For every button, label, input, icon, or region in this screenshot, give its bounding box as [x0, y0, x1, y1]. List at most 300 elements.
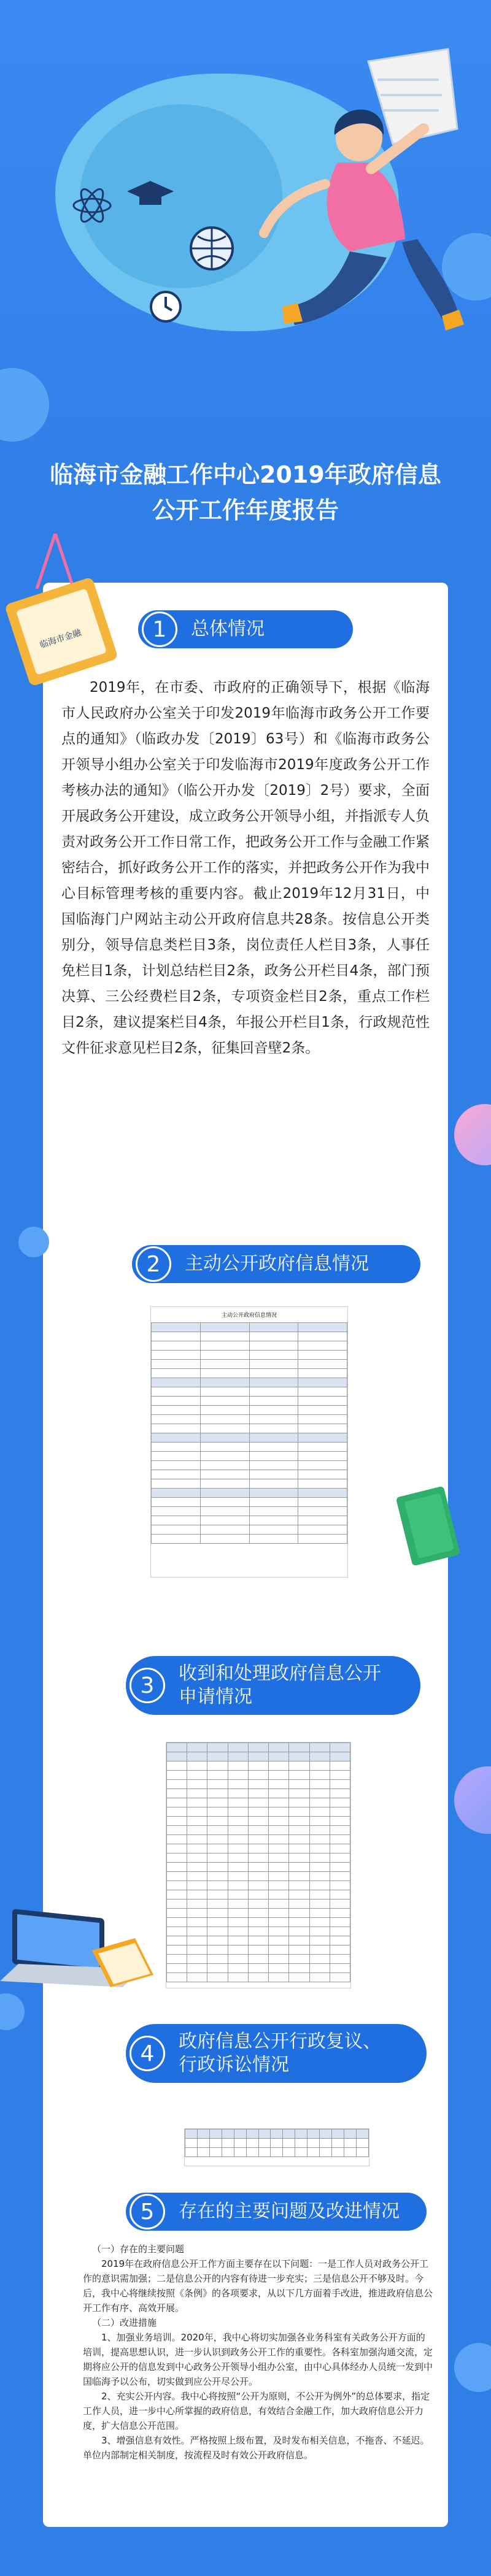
table-cell	[152, 1378, 201, 1387]
table-cell	[228, 1881, 248, 1890]
table-cell	[248, 1927, 268, 1936]
table-cell	[309, 1771, 330, 1780]
section-number: 5	[130, 2194, 165, 2229]
table-cell	[248, 1973, 268, 1982]
table-cell	[246, 2139, 258, 2148]
table-cell	[309, 1789, 330, 1798]
table-cell	[185, 2129, 198, 2139]
table-cell	[167, 1863, 187, 1872]
table-cell	[249, 1369, 298, 1378]
table-cell	[289, 1798, 309, 1807]
table-row	[167, 1973, 350, 1982]
table-cell	[298, 1535, 347, 1544]
table-cell	[330, 1881, 350, 1890]
table-cell	[289, 1761, 309, 1771]
table-cell	[269, 1973, 289, 1982]
table-cell	[298, 1415, 347, 1424]
table-cell	[269, 1899, 289, 1909]
table-cell	[289, 1927, 309, 1936]
table-cell	[269, 1789, 289, 1798]
table-cell	[228, 1955, 248, 1964]
table-cell	[330, 1909, 350, 1918]
svg-text:临海市金融: 临海市金融	[38, 627, 83, 651]
table-cell	[209, 2139, 222, 2148]
table-cell	[187, 1761, 207, 1771]
table-cell	[320, 2139, 332, 2148]
table-cell	[330, 1844, 350, 1853]
table-cell	[248, 1743, 268, 1752]
table-row	[167, 1936, 350, 1945]
table-cell	[234, 2139, 246, 2148]
table-cell	[228, 1863, 248, 1872]
table-cell	[283, 2139, 295, 2148]
table-cell	[228, 1826, 248, 1835]
table-cell	[269, 1771, 289, 1780]
table-cell	[289, 1909, 309, 1918]
atom-icon	[71, 184, 114, 227]
table-cell	[207, 1817, 228, 1826]
table-cell	[222, 2148, 234, 2157]
table-cell	[249, 1433, 298, 1443]
table-cell	[330, 1835, 350, 1844]
table-cell	[271, 2148, 283, 2157]
table-cell	[248, 1890, 268, 1899]
table-row	[167, 1743, 350, 1752]
table-row	[185, 2129, 369, 2139]
table-cell	[228, 1964, 248, 1973]
section-2-header	[132, 1245, 420, 1283]
table-cell	[152, 1489, 201, 1498]
table-cell	[269, 1743, 289, 1752]
table-cell	[167, 1835, 187, 1844]
table-cell	[222, 2139, 234, 2148]
table-cell	[309, 1973, 330, 1982]
table-cell	[228, 1844, 248, 1853]
table-cell	[298, 1507, 347, 1516]
review-litigation-table	[184, 2128, 369, 2166]
table-cell	[152, 1415, 201, 1424]
table-cell	[298, 1452, 347, 1461]
problems-paragraph-3: 2、充实公开内容。我中心将按照“公开为原则，不公开为例外”的总体要求，指定工作人员，进一步中心所掌握的政府信息，有效结合金融工作，加大政府信息公开力度，扩大信息公开范围。	[83, 2391, 430, 2431]
table-cell	[330, 1780, 350, 1789]
table-cell	[167, 1890, 187, 1899]
table-cell	[248, 1798, 268, 1807]
table-cell	[207, 1780, 228, 1789]
table-cell	[344, 2148, 356, 2157]
table-row	[167, 1798, 350, 1807]
table-cell	[320, 2129, 332, 2139]
table-cell	[200, 1452, 249, 1461]
table-cell	[228, 1835, 248, 1844]
table-row	[167, 1752, 350, 1761]
table-cell	[152, 1406, 201, 1415]
problems-paragraph-2: 1、加强业务培训。2020年，我中心将切实加强各业务科室有关政务公开方面的培训，提高思想认识，进一步认识到政务公开工作的重要性。各科室加强沟通交流，定期将应公开的信息发到中心政务公开领导小组办公室，由中心具体经办人员统一发到中国临海予以公布，切实做到应公开尽公开。	[83, 2332, 433, 2387]
table-cell	[330, 1936, 350, 1945]
laptop-illustration	[0, 1889, 160, 2012]
table-cell	[200, 1507, 249, 1516]
table-cell	[298, 1406, 347, 1415]
table-cell	[200, 1489, 249, 1498]
table-cell	[289, 1826, 309, 1835]
table-cell	[330, 1973, 350, 1982]
table-cell	[330, 1964, 350, 1973]
table-row	[167, 1881, 350, 1890]
table-cell	[249, 1489, 298, 1498]
section-3-header	[126, 1656, 420, 1715]
table-cell	[332, 2129, 344, 2139]
table-cell	[167, 1945, 187, 1955]
table-cell	[207, 1881, 228, 1890]
table-cell	[228, 1780, 248, 1789]
table-cell	[207, 1853, 228, 1863]
table-cell	[289, 1945, 309, 1955]
table-cell	[289, 1807, 309, 1817]
table-row	[167, 1807, 350, 1817]
table-row	[152, 1433, 347, 1443]
table-cell	[307, 2148, 320, 2157]
table-row	[152, 1341, 347, 1351]
table-cell	[269, 1909, 289, 1918]
table-cell	[187, 1899, 207, 1909]
table-cell	[289, 1853, 309, 1863]
table-cell	[298, 1397, 347, 1406]
table-cell	[207, 1899, 228, 1909]
table-row	[152, 1415, 347, 1424]
table-cell	[309, 1881, 330, 1890]
table-cell	[309, 1927, 330, 1936]
table-row	[152, 1397, 347, 1406]
table-cell	[207, 1863, 228, 1872]
table-cell	[269, 1835, 289, 1844]
table-cell	[307, 2139, 320, 2148]
table-cell	[269, 1955, 289, 1964]
table-cell	[289, 1752, 309, 1761]
table-cell	[248, 1899, 268, 1909]
table-cell	[167, 1789, 187, 1798]
table-cell	[187, 1881, 207, 1890]
table-cell	[283, 2148, 295, 2157]
clock-icon	[147, 288, 184, 325]
table-cell	[249, 1424, 298, 1433]
table-cell	[298, 1470, 347, 1479]
table-cell	[298, 1424, 347, 1433]
table-cell	[152, 1351, 201, 1360]
table-cell	[269, 1761, 289, 1771]
book-icon	[393, 1484, 466, 1570]
table-cell	[269, 1853, 289, 1863]
table-caption: 主动公开政府信息情况	[221, 1313, 277, 1319]
table-cell	[309, 1835, 330, 1844]
table-cell	[167, 1817, 187, 1826]
table-cell	[200, 1415, 249, 1424]
table-cell	[207, 1835, 228, 1844]
table-row	[167, 1863, 350, 1872]
table-cell	[228, 1761, 248, 1771]
table-cell	[187, 1752, 207, 1761]
table-row	[152, 1516, 347, 1525]
table-cell	[197, 2148, 209, 2157]
table-cell	[295, 2139, 307, 2148]
table-cell	[330, 1918, 350, 1927]
table-cell	[298, 1489, 347, 1498]
table-cell	[228, 1743, 248, 1752]
table-row	[152, 1360, 347, 1369]
table-row	[152, 1387, 347, 1397]
table-cell	[167, 1881, 187, 1890]
table-cell	[200, 1516, 249, 1525]
table-cell	[269, 1798, 289, 1807]
table-cell	[187, 1835, 207, 1844]
table-row	[152, 1498, 347, 1507]
table-cell	[309, 1918, 330, 1927]
table-cell	[200, 1433, 249, 1443]
table-cell	[289, 1780, 309, 1789]
table-cell	[258, 2139, 271, 2148]
table-cell	[248, 1872, 268, 1881]
section-5-header	[126, 2193, 427, 2231]
table-cell	[167, 1798, 187, 1807]
table-cell	[289, 1973, 309, 1982]
table-cell	[330, 1752, 350, 1761]
table-row	[167, 1890, 350, 1899]
table-cell	[200, 1323, 249, 1332]
table-row	[152, 1378, 347, 1387]
overview-paragraph: 2019年，在市委、市政府的正确领导下，根据《临海市人民政府办公室关于印发2019年临海市政务公开工作要点的通知》（临政办发〔2019〕63号）和《临海市政务公开领导小组办公室关于印发临海市2019年度政务公开工作考核办法的通知》（临公开办发〔2019〕2号）要求，全面开展政务公开建设，成立政务公开领导小组，并指派专人负责对政务公开工作日常工作，把政务公开工作与金融工作紧密结合，抓好政务公开工作的落实，并把政务公开作为我中心目标管理考核的重要内容。截止2019年12月31日，中国临海门户网站主动公开政府信息共28条。按信息公开类别分，领导信息类栏目3条，岗位责任人栏目3条，人事任免栏目1条，计划总结栏目2条，政务公开栏目4条，部门预决算、三公经费栏目2条，专项资金栏目2条，重点工作栏目2条，建议提案栏目4条，年报公开栏目1条，行政规范性文件征求意见栏目2条，征集回音壁2条。	[61, 680, 430, 1056]
table-cell	[207, 1798, 228, 1807]
table-cell	[330, 1872, 350, 1881]
table-cell	[249, 1470, 298, 1479]
table-cell	[187, 1771, 207, 1780]
table-cell	[200, 1351, 249, 1360]
table-cell	[200, 1535, 249, 1544]
table-cell	[309, 1872, 330, 1881]
table-row	[167, 1789, 350, 1798]
table-cell	[330, 1890, 350, 1899]
table-cell	[200, 1341, 249, 1351]
table-cell	[167, 1936, 187, 1945]
table-cell	[289, 1835, 309, 1844]
table-cell	[249, 1378, 298, 1387]
table-cell	[167, 1918, 187, 1927]
table-cell	[289, 1964, 309, 1973]
table-cell	[269, 1807, 289, 1817]
table-cell	[249, 1323, 298, 1332]
table-cell	[309, 1899, 330, 1909]
table-cell	[167, 1743, 187, 1752]
table-cell	[152, 1433, 201, 1443]
table-cell	[295, 2148, 307, 2157]
table-row	[167, 1964, 350, 1973]
table-cell	[200, 1525, 249, 1535]
table-cell	[200, 1470, 249, 1479]
table-cell	[207, 1945, 228, 1955]
table-cell	[248, 1780, 268, 1789]
table-cell	[249, 1525, 298, 1535]
table-row	[152, 1507, 347, 1516]
section-4-header	[126, 2024, 427, 2083]
table-cell	[228, 1945, 248, 1955]
problems-paragraph-1: 2019年在政府信息公开工作方面主要存在以下问题：一是工作人员对政务公开工作的意识需加强；二是信息公开的内容有待进一步充实；三是信息公开不够及时。今后，我中心将继续按照《条例》的各项要求，从以下几方面着手改进，推进政府信息公开工作有序、高效开展。	[83, 2258, 433, 2313]
title-line-1: 临海市金融工作中心2019年政府信息	[50, 461, 441, 488]
table-cell	[289, 1890, 309, 1899]
table-cell	[309, 1853, 330, 1863]
table-cell	[248, 1761, 268, 1771]
table-cell	[167, 1872, 187, 1881]
table-cell	[207, 1936, 228, 1945]
table-cell	[309, 1890, 330, 1899]
table-cell	[298, 1387, 347, 1397]
title-line-2: 公开工作年度报告	[152, 497, 339, 524]
table-cell	[269, 1817, 289, 1826]
table-cell	[269, 1945, 289, 1955]
table-cell	[248, 1863, 268, 1872]
table-cell	[200, 1332, 249, 1341]
table-cell	[207, 1771, 228, 1780]
table-cell	[248, 1826, 268, 1835]
table-row	[152, 1323, 347, 1332]
problems-heading-2: （二）改进措施	[92, 2317, 157, 2328]
table-row	[167, 1918, 350, 1927]
table-cell	[248, 1909, 268, 1918]
table-cell	[228, 1899, 248, 1909]
table-cell	[234, 2148, 246, 2157]
table-cell	[249, 1479, 298, 1489]
table-cell	[209, 2148, 222, 2157]
table-cell	[289, 1771, 309, 1780]
table-cell	[271, 2129, 283, 2139]
table-cell	[152, 1498, 201, 1507]
table-cell	[295, 2129, 307, 2139]
table-row	[167, 1945, 350, 1955]
problems-text	[83, 2242, 433, 2463]
table-cell	[249, 1341, 298, 1351]
table-cell	[298, 1443, 347, 1452]
table-cell	[298, 1351, 347, 1360]
table-cell	[152, 1461, 201, 1470]
table-cell	[356, 2139, 368, 2148]
deco-circle	[0, 368, 49, 442]
table-cell	[167, 1973, 187, 1982]
table-row	[152, 1489, 347, 1498]
table-cell	[248, 1853, 268, 1863]
table-cell	[200, 1378, 249, 1387]
table-cell	[269, 1844, 289, 1853]
table-cell	[298, 1516, 347, 1525]
table-cell	[330, 1743, 350, 1752]
table-cell	[249, 1332, 298, 1341]
table-cell	[246, 2148, 258, 2157]
table-cell	[207, 1761, 228, 1771]
table-cell	[167, 1909, 187, 1918]
table-cell	[167, 1780, 187, 1789]
table-cell	[289, 1743, 309, 1752]
table-row	[152, 1479, 347, 1489]
deco-circle	[454, 2343, 491, 2392]
table-cell	[356, 2148, 368, 2157]
table-cell	[207, 1918, 228, 1927]
table-cell	[200, 1479, 249, 1489]
table-cell	[207, 1890, 228, 1899]
table-cell	[167, 1761, 187, 1771]
table-row	[167, 1909, 350, 1918]
table-cell	[228, 1918, 248, 1927]
table-cell	[289, 1899, 309, 1909]
table-cell	[152, 1452, 201, 1461]
table-cell	[298, 1332, 347, 1341]
table-cell	[152, 1323, 201, 1332]
table-row	[152, 1443, 347, 1452]
table-cell	[152, 1387, 201, 1397]
table-cell	[187, 1798, 207, 1807]
table-cell	[248, 1955, 268, 1964]
problems-heading-1: （一）存在的主要问题	[92, 2244, 185, 2255]
table-row	[167, 1771, 350, 1780]
table-cell	[269, 1918, 289, 1927]
table-row	[167, 1835, 350, 1844]
table-cell	[248, 1881, 268, 1890]
table-cell	[258, 2129, 271, 2139]
table-row	[185, 2148, 369, 2157]
table-cell	[309, 1945, 330, 1955]
table-cell	[309, 1743, 330, 1752]
table-cell	[248, 1945, 268, 1955]
table-cell	[269, 1863, 289, 1872]
table-cell	[309, 1826, 330, 1835]
table-row	[167, 1872, 350, 1881]
table-cell	[228, 1872, 248, 1881]
table-cell	[344, 2129, 356, 2139]
table-cell	[187, 1863, 207, 1872]
section-title: 政府信息公开行政复议、行政诉讼情况	[179, 2031, 381, 2076]
table-cell	[330, 1826, 350, 1835]
table-cell	[289, 1817, 309, 1826]
table-cell	[228, 1936, 248, 1945]
table-cell	[207, 1789, 228, 1798]
data-table	[185, 2129, 369, 2157]
table-cell	[207, 1752, 228, 1761]
table-cell	[330, 1899, 350, 1909]
table-cell	[298, 1479, 347, 1489]
table-cell	[152, 1525, 201, 1535]
table-cell	[228, 1973, 248, 1982]
table-cell	[207, 1807, 228, 1817]
table-cell	[320, 2148, 332, 2157]
section-number: 4	[130, 2036, 165, 2071]
table-cell	[269, 1752, 289, 1761]
table-cell	[222, 2129, 234, 2139]
table-cell	[152, 1369, 201, 1378]
table-cell	[234, 2129, 246, 2139]
table-row	[152, 1424, 347, 1433]
table-cell	[248, 1789, 268, 1798]
table-cell	[269, 1780, 289, 1789]
table-cell	[298, 1369, 347, 1378]
table-cell	[200, 1387, 249, 1397]
table-cell	[207, 1743, 228, 1752]
table-cell	[298, 1378, 347, 1387]
table-cell	[187, 1945, 207, 1955]
table-cell	[330, 1771, 350, 1780]
table-cell	[309, 1955, 330, 1964]
table-cell	[167, 1927, 187, 1936]
table-cell	[249, 1507, 298, 1516]
table-row	[167, 1853, 350, 1863]
table-cell	[289, 1881, 309, 1890]
table-cell	[289, 1789, 309, 1798]
page-title	[0, 457, 491, 528]
section-1-header	[138, 610, 353, 648]
table-cell	[167, 1964, 187, 1973]
